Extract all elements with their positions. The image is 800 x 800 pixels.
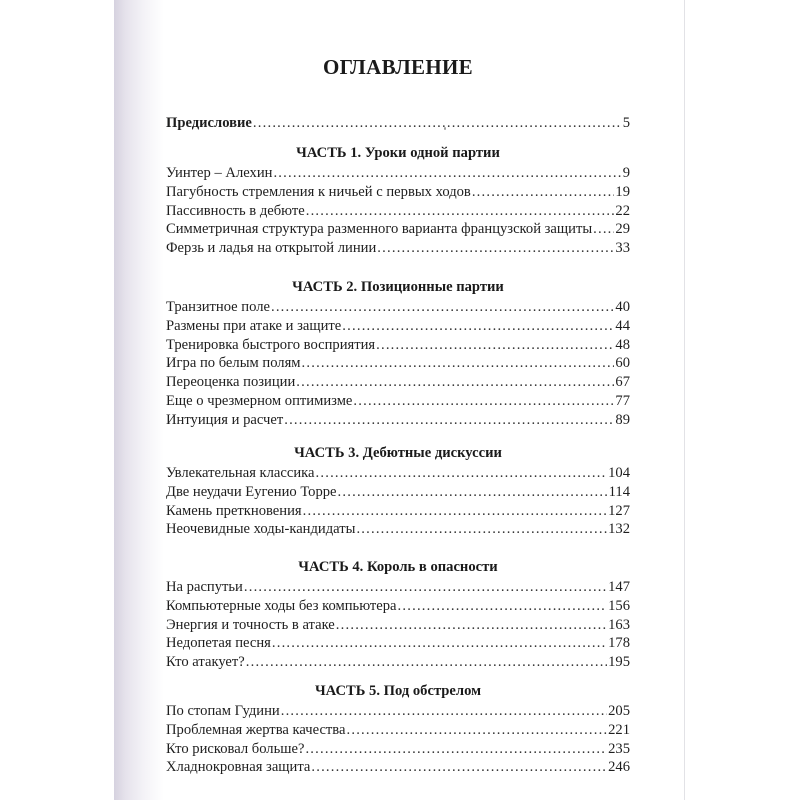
toc-entry-page: 9 xyxy=(622,165,630,181)
toc-part xyxy=(166,277,630,430)
toc-entry xyxy=(166,597,630,616)
dot-leader xyxy=(377,239,614,258)
toc-entry xyxy=(166,502,630,521)
part-heading: ЧАСТЬ 2. Позиционные партии xyxy=(292,279,504,295)
scan-speck xyxy=(444,127,446,130)
toc-entry xyxy=(166,239,630,258)
dot-leader xyxy=(281,702,607,721)
toc-entry-label: Тренировка быстрого восприятия xyxy=(166,336,376,353)
dot-leader xyxy=(246,653,607,672)
part-heading: ЧАСТЬ 1. Уроки одной партии xyxy=(296,145,500,161)
dot-leader xyxy=(353,392,614,411)
toc-entry-label: Еще о чрезмерном оптимизме xyxy=(166,392,353,409)
toc-entry xyxy=(166,702,630,721)
toc-entry-label: На распутьи xyxy=(166,579,243,595)
dot-leader xyxy=(376,336,614,355)
toc-entry-label: Игра по белым полям xyxy=(166,355,301,372)
toc-entry-page: 22 xyxy=(615,202,630,219)
toc-entry-page: 221 xyxy=(608,721,630,738)
toc-entry xyxy=(166,373,630,392)
toc-entry-page: 40 xyxy=(615,299,630,315)
toc-entry-page: 114 xyxy=(608,483,630,500)
dot-leader xyxy=(302,354,615,373)
dot-leader xyxy=(271,298,614,317)
toc-entry-page: 48 xyxy=(615,336,630,353)
dot-leader xyxy=(306,202,615,221)
toc-entry-page: 33 xyxy=(615,240,630,257)
toc-entry-page: 104 xyxy=(608,465,630,481)
toc-entry xyxy=(166,411,630,430)
toc-entry-page: 178 xyxy=(608,635,630,652)
toc-entry-label: Предисловие xyxy=(166,115,252,131)
part-heading: ЧАСТЬ 3. Дебютные дискуссии xyxy=(294,445,502,461)
toc-part xyxy=(166,443,630,539)
toc-entry-page: 89 xyxy=(615,411,630,428)
toc-entry xyxy=(166,721,630,740)
toc-entry xyxy=(166,758,630,777)
dot-leader xyxy=(305,740,607,759)
toc-entry-label: Пассивность в дебюте xyxy=(166,202,305,219)
part-heading: ЧАСТЬ 5. Под обстрелом xyxy=(314,683,482,699)
toc-entry xyxy=(166,464,630,483)
part-heading: ЧАСТЬ 4. Король в опасности xyxy=(298,559,498,575)
toc-title: ОГЛАВЛЕНИЕ xyxy=(323,55,473,79)
dot-leader xyxy=(316,464,608,483)
toc-entry xyxy=(166,740,630,759)
toc-entry-label: Переоценка позиции xyxy=(166,374,296,391)
toc-entry-label: Недопетая песня xyxy=(166,635,271,652)
toc-part xyxy=(166,557,630,672)
toc-entry-page: 127 xyxy=(608,502,630,519)
toc-entry xyxy=(166,578,630,597)
toc-entry xyxy=(166,183,630,202)
toc-entry-page: 163 xyxy=(608,616,630,633)
dot-leader xyxy=(253,114,622,133)
dot-leader xyxy=(272,634,607,653)
dot-leader xyxy=(336,616,607,635)
toc-entry-page: 29 xyxy=(615,221,630,238)
dot-leader xyxy=(338,483,608,502)
toc-entry-label: Компьютерные ходы без компьютера xyxy=(166,597,397,614)
dot-leader xyxy=(296,373,614,392)
toc-entry-preface xyxy=(166,114,630,133)
dot-leader xyxy=(472,183,615,202)
toc-entry-page: 60 xyxy=(615,355,630,372)
toc-part xyxy=(166,143,630,258)
toc-entry xyxy=(166,520,630,539)
toc-entry-label: Кто атакует? xyxy=(166,654,245,671)
toc-entry xyxy=(166,220,630,239)
toc-entry-page: 77 xyxy=(615,392,630,409)
toc-entry xyxy=(166,202,630,221)
toc-entry-page: 44 xyxy=(615,317,630,334)
toc-entry-label: Кто рисковал больше? xyxy=(166,740,305,757)
dot-leader xyxy=(342,317,614,336)
toc-entry-label: Размены при атаке и защите xyxy=(166,317,342,334)
toc-entry xyxy=(166,616,630,635)
dot-leader xyxy=(347,721,608,740)
toc-entry-page: 246 xyxy=(608,759,630,776)
toc-entry-page: 132 xyxy=(608,521,630,538)
toc-entry-page: 5 xyxy=(622,115,630,131)
toc-entry xyxy=(166,483,630,502)
toc-entry xyxy=(166,298,630,317)
toc-entry-page: 147 xyxy=(608,579,630,595)
toc-entry-page: 205 xyxy=(608,703,630,719)
toc-entry xyxy=(166,317,630,336)
toc-entry-page: 195 xyxy=(608,654,630,671)
dot-leader xyxy=(244,578,607,597)
toc-entry xyxy=(166,336,630,355)
toc-entry-label: Камень преткновения xyxy=(166,502,302,519)
toc-entry xyxy=(166,653,630,672)
toc-entry-label: Интуиция и расчет xyxy=(166,411,284,428)
toc-entry-page: 235 xyxy=(608,740,630,757)
dot-leader xyxy=(311,758,607,777)
toc-part xyxy=(166,681,630,777)
toc-entry-label: Уинтер – Алехин xyxy=(166,165,273,181)
dot-leader xyxy=(303,502,607,521)
dot-leader xyxy=(398,597,608,616)
toc-entry-label: Увлекательная классика xyxy=(166,465,315,481)
book-page xyxy=(114,0,685,800)
toc-entry-label: Неочевидные ходы-кандидаты xyxy=(166,521,356,538)
toc-entry-label: Симметричная структура разменного варианта французской защиты xyxy=(166,221,593,238)
toc-entry-label: Две неудачи Еугенио Торре xyxy=(166,483,337,500)
toc-entry-label: Пагубность стремления к ничьей с первых ходов xyxy=(166,183,471,200)
toc-entry-page: 156 xyxy=(608,597,630,614)
toc-entry-label: Хладнокровная защита xyxy=(166,759,311,776)
toc-entry xyxy=(166,354,630,373)
toc-entry xyxy=(166,634,630,653)
dot-leader xyxy=(273,164,621,183)
toc-entry-label: Энергия и точность в атаке xyxy=(166,616,335,633)
dot-leader xyxy=(593,220,614,239)
toc-entry-label: Ферзь и ладья на открытой линии xyxy=(166,240,377,257)
toc-entry-label: Проблемная жертва качества xyxy=(166,721,346,738)
toc-entry xyxy=(166,392,630,411)
dot-leader xyxy=(284,411,614,430)
toc-entry-page: 67 xyxy=(615,374,630,391)
toc-entry-label: Транзитное поле xyxy=(166,299,270,315)
toc-entry-label: По стопам Гудини xyxy=(166,703,280,719)
dot-leader xyxy=(356,520,607,539)
toc-entry xyxy=(166,164,630,183)
toc-entry-page: 19 xyxy=(615,183,630,200)
